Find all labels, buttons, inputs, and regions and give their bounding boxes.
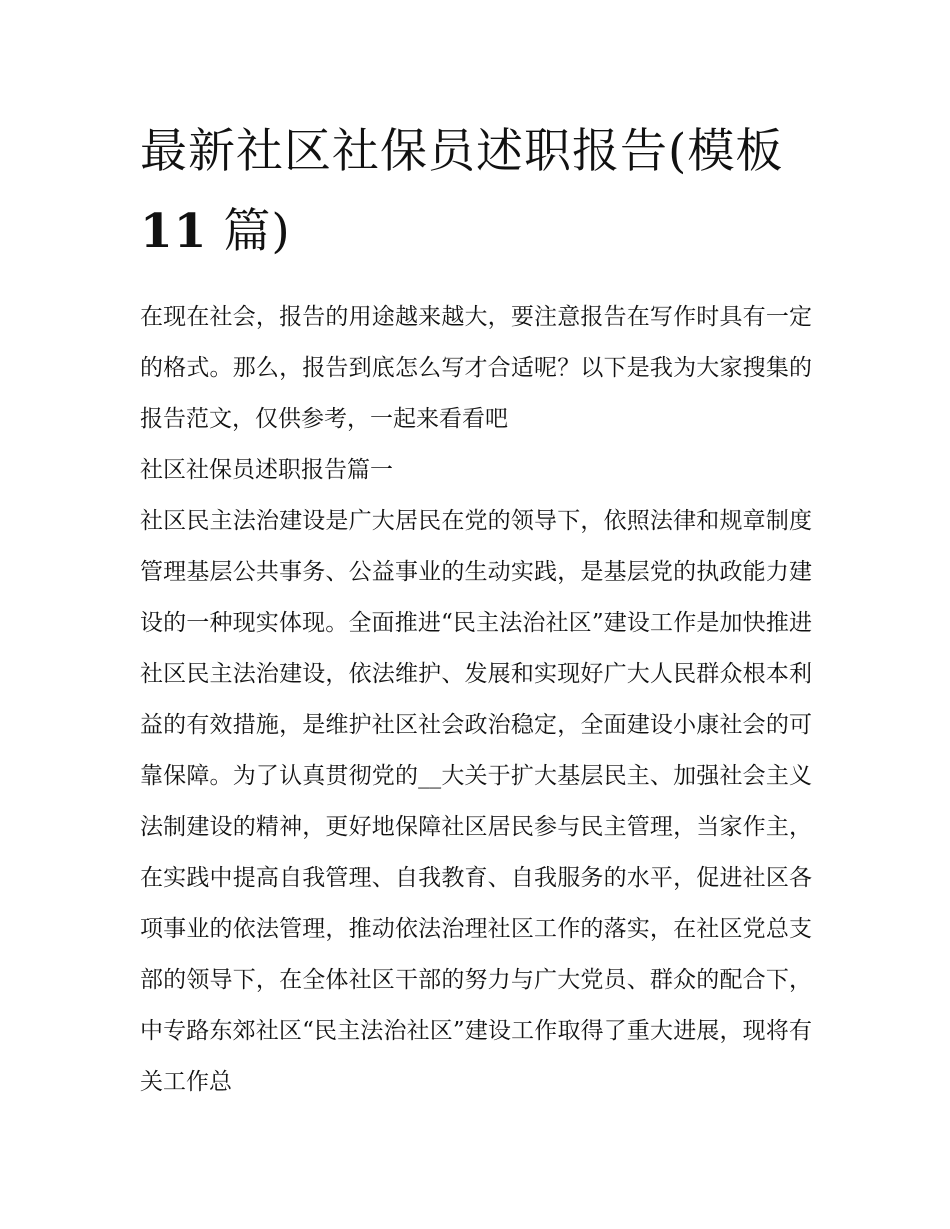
title-number: 11	[140, 204, 208, 259]
body-paragraph: 社区民主法治建设是广大居民在党的领导下，依照法律和规章制度管理基层公共事务、公益事业的生动实践，是基层党的执政能力建设的一种现实体现。全面推进“民主法治社区”建设工作是加快推进社区民主法治建设，依法维护、发展和实现好广大人民群众根本利益的有效措施，是维护社区社会政治稳定，全面建设小康社会的可靠保障。为了认真贯彻党的__大关于扩大基层民主、加强社会主义法制建设的精神，更好地保障社区居民参与民主管理，当家作主，在实践中提高自我管理、自我教育、自我服务的水平，促进社区各项事业的依法管理，推动依法治理社区工作的落实，在社区党总支部的领导下，在全体社区干部的努力与广大党员、群众的配合下，中专路东郊社区“民主法治社区”建设工作取得了重大进展，现将有关工作总	[140, 508, 812, 1095]
document-page	[140, 112, 812, 1108]
title-line-1: 最新社区社保员述职报告(模板	[140, 124, 784, 179]
section-heading: 社区社保员述职报告篇一	[140, 457, 393, 483]
document-title	[140, 112, 812, 272]
intro-paragraph: 在现在社会，报告的用途越来越大，要注意报告在写作时具有一定的格式。那么，报告到底怎么写才合适呢？以下是我为大家搜集的报告范文，仅供参考，一起来看看吧	[140, 304, 812, 432]
title-line-2: 篇)	[223, 204, 291, 259]
